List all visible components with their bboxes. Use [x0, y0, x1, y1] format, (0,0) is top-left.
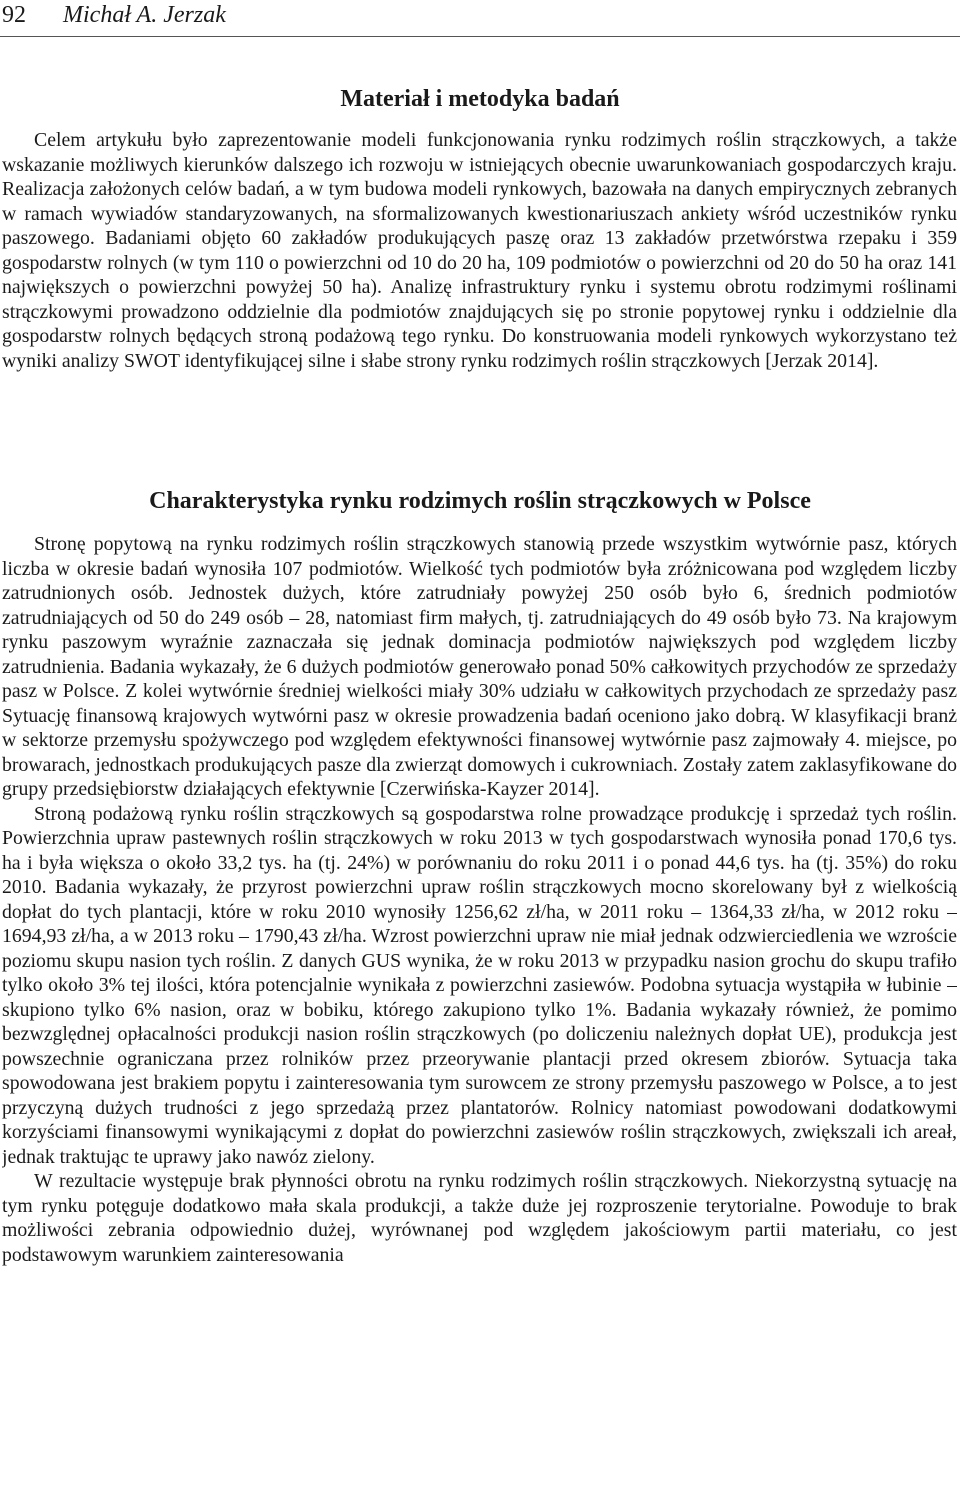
section-body-market-characteristics	[2, 532, 957, 1498]
running-author: Michał A. Jerzak	[63, 2, 226, 28]
paragraph: Stronę popytową na rynku rodzimych roślin strączkowych stanowią przede wszystkim wytwórnie pasz, których liczba w okresie badań wynosiła 107 podmiotów. Wielkość tych podmiotów była zróżnicowana pod względem liczby zatrudnionych osób. Jednostek dużych, które zatrudniały powyżej 250 osób było 6, średnich podmiotów zatrudniających od 50 do 249 osób – 28, natomiast firm małych, tj. zatrudniających do 49 osób było 73. Na krajowym rynku paszowym wyraźnie zaznaczała się jednak dominacja podmiotów największych pod względem liczby zatrudnienia. Badania wykazały, że 6 dużych podmiotów generowało ponad 50% całkowitych przychodów ze sprzedaży pasz w Polsce. Z kolei wytwórnie średniej wielkości miały 30% udziału w całkowitych przychodach ze sprzedaży pasz Sytuację finansową krajowych wytwórni pasz w okresie prowadzenia badań oceniono jako dobrą. W klasyfikacji branż w sektorze przemysłu spożywczego pod względem efektywności finansowej wytwórnie pasz zajmowały 4. miejsce, po browarach, jednostkach produkujących pasze dla zwierząt domowych i cukrowniach. Zostały zatem zaklasyfikowane do grupy przedsiębiorstw działających efektywnie [Czerwińska-Kayzer 2014].	[2, 533, 957, 800]
page-number: 92	[2, 2, 26, 28]
running-header	[0, 0, 960, 37]
section-body-methodology	[2, 128, 957, 373]
section-title-market-characteristics: Charakterystyka rynku rodzimych roślin strączkowych w Polsce	[149, 488, 811, 514]
paragraph: Celem artykułu było zaprezentowanie modeli funkcjonowania rynku rodzimych roślin strączkowych, a także wskazanie możliwych kierunków dalszego ich rozwoju w istniejących obecnie uwarunkowaniach gospodarczych kraju. Realizacja założonych celów badań, a w tym budowa modeli rynkowych, bazowała na danych empirycznych zebranych w ramach wywiadów standaryzowanych, na sformalizowanych kwestionariuszach ankiety wśród uczestników rynku paszowego. Badaniami objęto 60 zakładów produkujących paszę oraz 13 zakładów przetwórstwa rzepaku i 359 gospodarstw rolnych (w tym 110 o powierzchni od 10 do 20 ha, 109 podmiotów o powierzchni od 20 do 50 ha oraz 141 największych o powierzchni powyżej 50 ha). Analizę infrastruktury rynku i systemu obrotu rodzimymi roślinami strączkowymi prowadzono oddzielnie dla podmiotów znajdujących się po stronie popytowej rynku i oddzielnie dla gospodarstw rolnych będących stroną podażową tego rynku. Do konstruowania modeli rynkowych wykorzystano też wyniki analizy SWOT identyfikującej silne i słabe strony rynku rodzimych roślin strączkowych [Jerzak 2014].	[2, 129, 957, 372]
section-title-methodology: Materiał i metodyka badań	[340, 86, 620, 112]
paragraph: Stroną podażową rynku roślin strączkowych są gospodarstwa rolne prowadzące produkcję i sprzedaż tych roślin. Powierzchnia upraw pastewnych roślin strączkowych w roku 2013 w tych gospodarstwach wynosiła ponad 170,6 tys. ha i była większa o około 33,2 tys. ha (tj. 24%) w porównaniu do roku 2011 i o ponad 44,6 tys. ha (tj. 35%) do roku 2010. Badania wykazały, że przyrost powierzchni upraw roślin strączkowych mocno skorelowany był z wielkością dopłat do tych plantacji, które w roku 2010 wynosiły 1256,62 zł/ha, w 2011 roku – 1364,33 zł/ha, w 2012 roku – 1694,93 zł/ha, a w 2013 roku – 1790,43 zł/ha. Wzrost powierzchni upraw nie miał jednak odzwierciedlenia we wzroście poziomu skupu nasion tych roślin. Z danych GUS wynika, że w roku 2013 w przypadku nasion grochu do skupu trafiło tylko około 3% tej ilości, która potencjalnie wynikała z powierzchni zasiewów. Podobna sytuacja wystąpiła w łubinie – skupiono tylko 6% nasion, oraz w bobiku, którego zakupiono tylko 1%. Badania wykazały również, że pomimo bezwzględnej opłacalności produkcji nasion roślin strączkowych (po doliczeniu należnych dopłat UE), produkcja jest powszechnie ograniczana przez rolników przez przeorywanie plantacji przed okresem zbiorów. Sytuacja taka spowodowana jest brakiem popytu i zainteresowania tym surowcem ze strony przemysłu paszowego w Polsce, a to jest przyczyną dużych trudności z jego sprzedażą przez plantatorów. Rolnicy natomiast powodowani dodatkowymi korzyściami finansowymi wynikającymi z dopłat do powierzchni zasiewów roślin strączkowych, zwiększali ich areał, jednak traktując te uprawy jako nawóz zielony.	[2, 802, 957, 1168]
paragraph: W rezultacie występuje brak płynności obrotu na rynku rodzimych roślin strączkowych. Niekorzystną sytuację na tym rynku potęguje dodatkowo mała skala produkcji, a także duże jej rozproszenie terytorialne. Powoduje to brak możliwości zebrania odpowiednio dużej, wyrównanej pod względem jakościowym partii materiału, co jest podstawowym warunkiem zainteresowania	[2, 1170, 957, 1266]
